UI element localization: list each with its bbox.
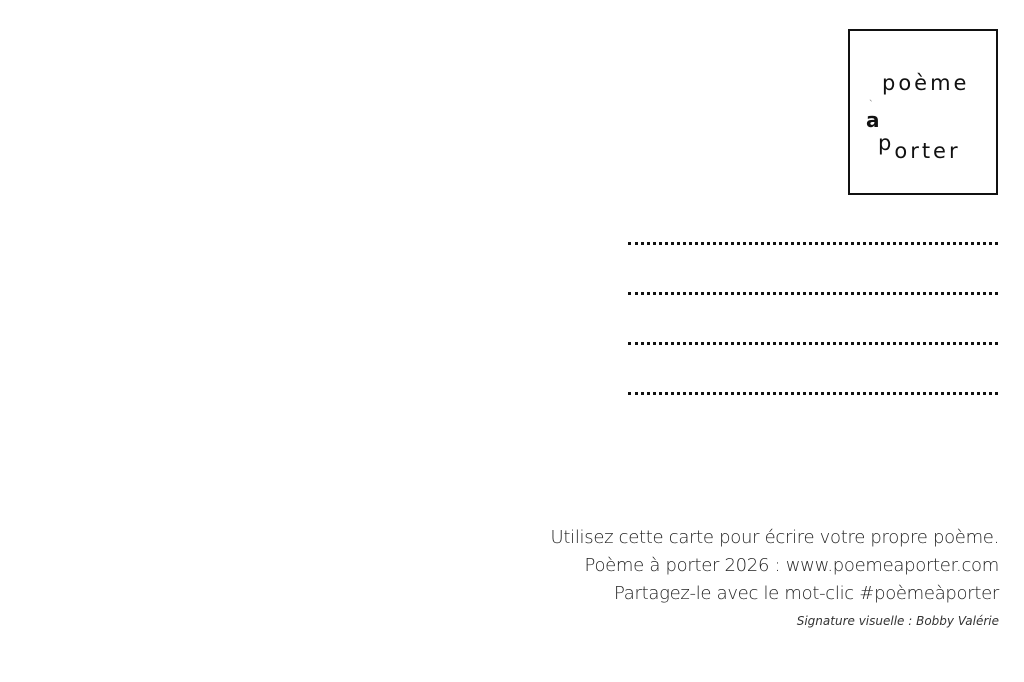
logo-accent: ` [869, 99, 873, 111]
logo [848, 29, 998, 195]
logo-letters-orter: orter [894, 139, 961, 163]
writing-line-2 [628, 292, 998, 295]
logo-word-a: a [866, 108, 880, 132]
hashtag-text: Partagez-le avec le mot-clic #poèmeàporter [614, 583, 999, 604]
visual-credit: Signature visuelle : Bobby Valérie [796, 614, 999, 628]
writing-line-4 [628, 392, 998, 395]
logo-letter-p: p [878, 131, 895, 155]
logo-word-poeme: poème [882, 71, 970, 95]
writing-line-3 [628, 342, 998, 345]
logo-word-porter [878, 131, 961, 163]
instruction-text: Utilisez cette carte pour écrire votre propre poème. [550, 527, 999, 548]
writing-line-1 [628, 242, 998, 245]
footer-text [551, 524, 1000, 628]
website-text: Poème à porter 2026 : www.poemeaporter.com [584, 555, 999, 576]
